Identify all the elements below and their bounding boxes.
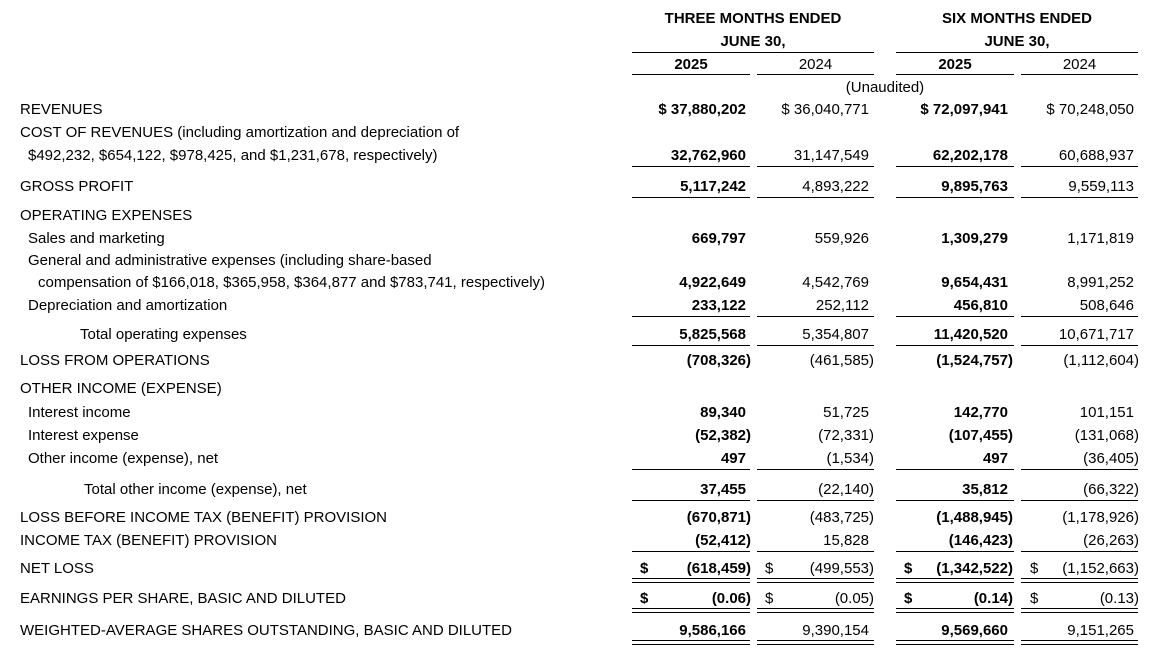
value-cell: (0.13) [1099, 590, 1139, 607]
row-label-depreciation: Depreciation and amortization [28, 297, 228, 314]
total-rule [632, 197, 750, 198]
row-label-loss-from-ops: LOSS FROM OPERATIONS [20, 352, 210, 369]
value-cell: 9,586,166 [679, 622, 746, 639]
row-label-interest-expense: Interest expense [28, 427, 139, 444]
total-rule [632, 551, 750, 552]
value-cell: (499,553) [809, 560, 874, 577]
total-rule [632, 500, 750, 501]
row-label-ga-line2: compensation of $166,018, $365,958, $364,877 and $783,741, respectively) [38, 274, 546, 291]
dollar-sign: $ [1030, 560, 1039, 577]
value-cell: (1,112,604) [1063, 352, 1139, 369]
double-rule [632, 578, 750, 583]
double-rule [1021, 578, 1138, 583]
double-rule [632, 608, 750, 613]
total-rule [1021, 166, 1138, 167]
dollar-sign: $ [1030, 590, 1039, 607]
total-rule [632, 345, 750, 346]
value-cell: (0.14) [973, 590, 1013, 607]
row-label-interest-income: Interest income [28, 404, 131, 421]
total-rule [757, 469, 874, 470]
value-cell: 32,762,960 [670, 147, 746, 164]
year-header: 2025 [938, 56, 972, 73]
value-cell: (146,423) [948, 532, 1013, 549]
total-rule [757, 500, 874, 501]
dollar-sign: $ [640, 590, 649, 607]
value-cell: 5,825,568 [679, 326, 746, 343]
value-cell: 51,725 [823, 404, 869, 421]
value-cell: 559,926 [814, 230, 869, 247]
double-rule [896, 578, 1014, 583]
value-cell: 62,202,178 [932, 147, 1008, 164]
value-cell: 4,542,769 [802, 274, 869, 291]
value-cell: (1,152,663) [1062, 560, 1139, 577]
row-label-weighted-shares: WEIGHTED-AVERAGE SHARES OUTSTANDING, BASIC AND DILUTED [20, 622, 513, 639]
value-cell: (131,068) [1074, 427, 1139, 444]
total-rule [757, 316, 874, 317]
header-six-months-line1: SIX MONTHS ENDED [941, 10, 1092, 27]
value-cell: 5,354,807 [802, 326, 869, 343]
year-header: 2024 [798, 56, 833, 73]
year-rule [757, 74, 874, 75]
double-rule [896, 640, 1014, 645]
value-cell: 15,828 [823, 532, 869, 549]
total-rule [896, 469, 1014, 470]
double-rule [757, 578, 874, 583]
year-header: 2025 [674, 56, 708, 73]
total-rule [757, 166, 874, 167]
value-cell: (708,326) [686, 352, 751, 369]
value-cell: 9,390,154 [802, 622, 869, 639]
value-cell: (670,871) [686, 509, 751, 526]
total-rule [896, 197, 1014, 198]
value-cell: (26,263) [1083, 532, 1139, 549]
row-label-operating-expenses: OPERATING EXPENSES [20, 207, 193, 224]
value-cell: 9,151,265 [1067, 622, 1134, 639]
value-cell: (22,140) [818, 481, 874, 498]
value-cell: 9,895,763 [941, 178, 1008, 195]
header-three-months-line2: JUNE 30, [720, 33, 786, 50]
value-cell: 89,340 [700, 404, 746, 421]
value-cell: (483,725) [809, 509, 874, 526]
row-label-loss-before-tax: LOSS BEFORE INCOME TAX (BENEFIT) PROVISION [20, 509, 388, 526]
value-cell: 4,893,222 [802, 178, 869, 195]
value-cell: 456,810 [953, 297, 1008, 314]
value-cell: $ 70,248,050 [1046, 101, 1134, 118]
total-rule [632, 166, 750, 167]
value-cell: $ 72,097,941 [920, 101, 1008, 118]
row-label-other-net: Other income (expense), net [28, 450, 219, 467]
row-label-cost-line2: $492,232, $654,122, $978,425, and $1,231,678, respectively) [28, 147, 438, 164]
row-label-total-other: Total other income (expense), net [84, 481, 307, 498]
double-rule [1021, 608, 1138, 613]
double-rule [896, 608, 1014, 613]
double-rule [757, 608, 874, 613]
value-cell: (1,342,522) [936, 560, 1013, 577]
total-rule [632, 316, 750, 317]
total-rule [896, 316, 1014, 317]
year-rule [632, 74, 750, 75]
value-cell: 669,797 [691, 230, 746, 247]
row-label-sales-marketing: Sales and marketing [28, 230, 165, 247]
total-rule [1021, 469, 1138, 470]
value-cell: 233,122 [691, 297, 746, 314]
value-cell: 1,171,819 [1067, 230, 1134, 247]
value-cell: 101,151 [1079, 404, 1134, 421]
dollar-sign: $ [904, 590, 913, 607]
row-label-ga-line1: General and administrative expenses (including share-based [28, 252, 432, 269]
total-rule [896, 345, 1014, 346]
value-cell: 508,646 [1079, 297, 1134, 314]
value-cell: (461,585) [809, 352, 874, 369]
double-rule [632, 640, 750, 645]
dollar-sign: $ [904, 560, 913, 577]
value-cell: 31,147,549 [793, 147, 869, 164]
row-label-other-income: OTHER INCOME (EXPENSE) [20, 380, 222, 397]
value-cell: (0.05) [834, 590, 874, 607]
total-rule [632, 469, 750, 470]
value-cell: 1,309,279 [941, 230, 1008, 247]
total-rule [896, 551, 1014, 552]
value-cell: (107,455) [948, 427, 1013, 444]
value-cell: 4,922,649 [679, 274, 746, 291]
total-rule [757, 197, 874, 198]
year-header: 2024 [1062, 56, 1097, 73]
row-label-total-opex: Total operating expenses [80, 326, 247, 343]
unaudited-note: (Unaudited) [845, 79, 925, 96]
row-label-gross-profit: GROSS PROFIT [20, 178, 134, 195]
header-rule-six [896, 52, 1138, 53]
value-cell: (66,322) [1083, 481, 1139, 498]
dollar-sign: $ [765, 590, 774, 607]
value-cell: (618,459) [686, 560, 751, 577]
total-rule [1021, 345, 1138, 346]
value-cell: 252,112 [815, 297, 869, 314]
row-label-revenues: REVENUES [20, 101, 103, 118]
row-label-cost-line1: COST OF REVENUES (including amortization and depreciation of [20, 124, 460, 141]
value-cell: 9,559,113 [1068, 178, 1134, 195]
value-cell: 60,688,937 [1058, 147, 1134, 164]
double-rule [757, 640, 874, 645]
value-cell: 142,770 [953, 404, 1008, 421]
year-rule [896, 74, 1014, 75]
total-rule [896, 500, 1014, 501]
total-rule [757, 551, 874, 552]
total-rule [1021, 316, 1138, 317]
value-cell: 8,991,252 [1067, 274, 1134, 291]
dollar-sign: $ [640, 560, 649, 577]
row-label-net-loss: NET LOSS [20, 560, 94, 577]
value-cell: (1,178,926) [1062, 509, 1139, 526]
total-rule [1021, 500, 1138, 501]
total-rule [1021, 197, 1138, 198]
value-cell: (1,534) [826, 450, 874, 467]
value-cell: 5,117,242 [680, 178, 746, 195]
value-cell: (72,331) [818, 427, 874, 444]
value-cell: 497 [720, 450, 746, 467]
dollar-sign: $ [765, 560, 774, 577]
value-cell: (52,412) [695, 532, 751, 549]
row-label-income-tax: INCOME TAX (BENEFIT) PROVISION [20, 532, 277, 549]
row-label-eps: EARNINGS PER SHARE, BASIC AND DILUTED [20, 590, 346, 607]
total-rule [757, 345, 874, 346]
value-cell: 9,569,660 [941, 622, 1008, 639]
value-cell: (36,405) [1083, 450, 1139, 467]
value-cell: 497 [982, 450, 1008, 467]
total-rule [1021, 551, 1138, 552]
value-cell: (0.06) [711, 590, 751, 607]
year-rule [1021, 74, 1138, 75]
header-six-months-line2: JUNE 30, [984, 33, 1050, 50]
value-cell: $ 37,880,202 [658, 101, 746, 118]
total-rule [896, 166, 1014, 167]
value-cell: 11,420,520 [933, 326, 1008, 343]
double-rule [1021, 640, 1138, 645]
value-cell: (1,488,945) [936, 509, 1013, 526]
header-three-months-line1: THREE MONTHS ENDED [664, 10, 842, 27]
value-cell: 37,455 [700, 481, 746, 498]
value-cell: 35,812 [962, 481, 1008, 498]
value-cell: (52,382) [695, 427, 751, 444]
value-cell: 10,671,717 [1058, 326, 1134, 343]
value-cell: (1,524,757) [936, 352, 1013, 369]
value-cell: $ 36,040,771 [781, 101, 869, 118]
value-cell: 9,654,431 [941, 274, 1008, 291]
header-rule-three [632, 52, 874, 53]
